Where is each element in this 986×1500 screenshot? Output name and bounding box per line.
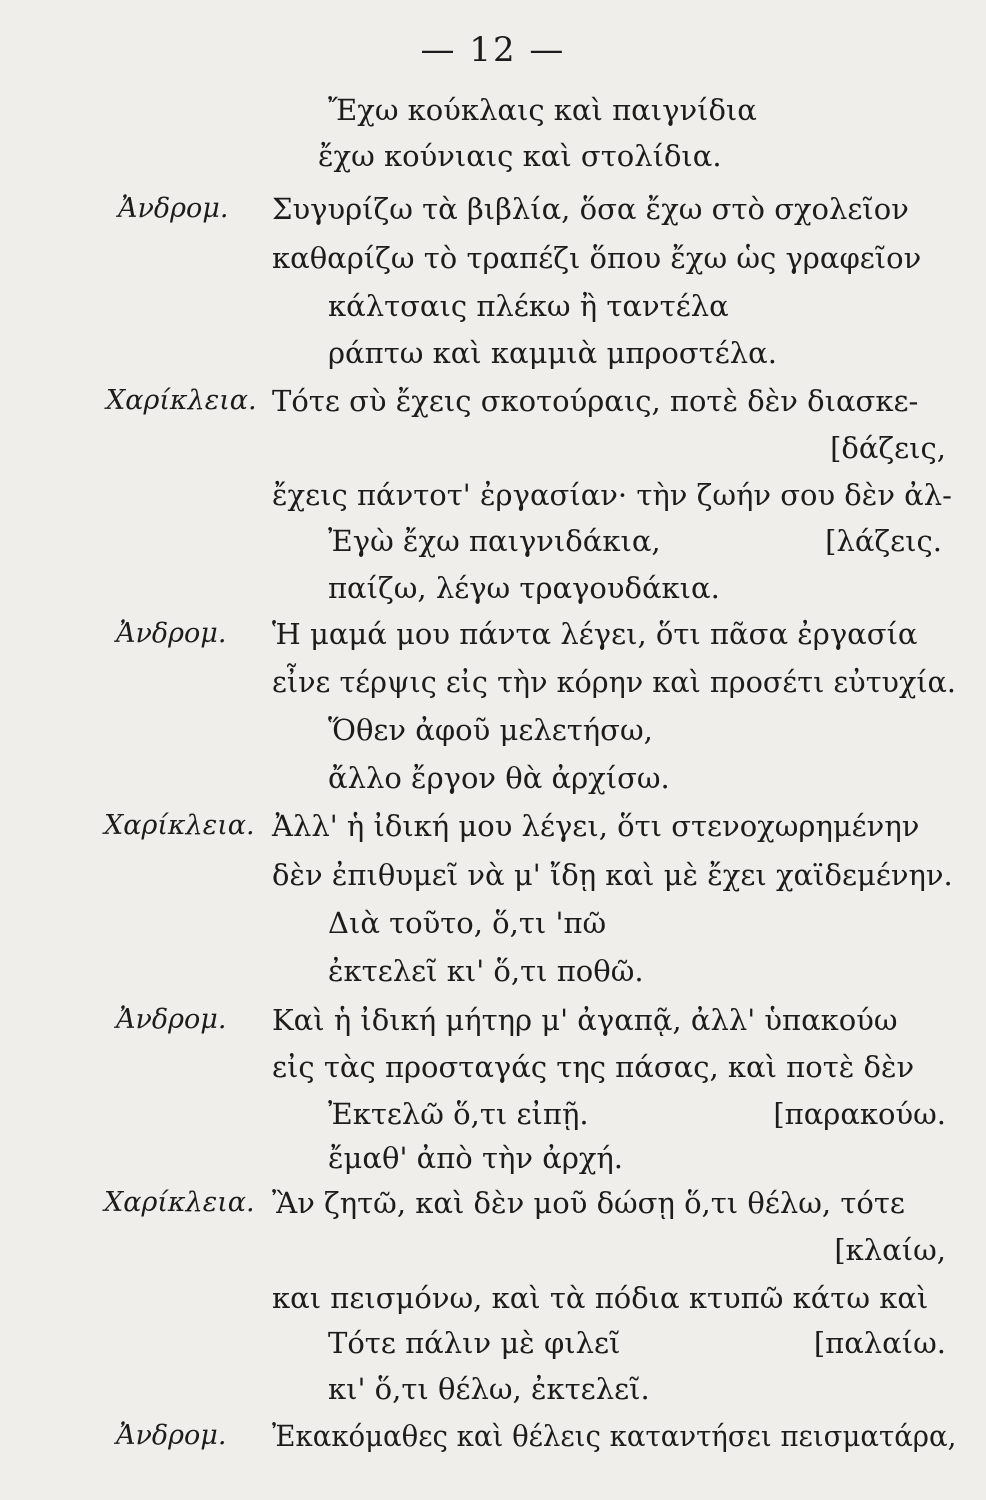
verse-continuation: [κλαίω, xyxy=(834,1233,946,1267)
verse-line: Τότε πάλιν μὲ φιλεῖ xyxy=(328,1326,621,1360)
verse-line: ἔχεις πάντοτ' ἐργασίαν· τὴν ζωήν σου δὲν ἀλ- xyxy=(272,478,952,512)
verse-line: Ἔχω κούκλαις καὶ παιγνίδια xyxy=(328,93,757,127)
verse-line: ἐκτελεῖ κι' ὅ,τι ποθῶ. xyxy=(328,954,644,988)
verse-line: ἔχω κούνιαις καὶ στολίδια. xyxy=(318,139,722,173)
verse-line: και πεισμόνω, καὶ τὰ πόδια κτυπῶ κάτω καὶ xyxy=(272,1281,929,1315)
verse-continuation: [δάζεις, xyxy=(830,431,946,465)
verse-line: Ὅθεν ἀφοῦ μελετήσω, xyxy=(328,713,653,747)
verse-line: εἶνε τέρψις εἰς τὴν κόρην καὶ προσέτι εὐτυχία. xyxy=(272,665,957,699)
speaker-charikleia: Χαρίκλεια. xyxy=(104,1187,255,1218)
verse-line: κάλτσαις πλέκω ἢ ταντέλα xyxy=(328,289,729,323)
verse-line: ράπτω καὶ καμμιὰ μπροστέλα. xyxy=(328,336,777,370)
verse-line: Καὶ ἡ ἰδική μήτηρ μ' ἀγαπᾷ, ἀλλ' ὑπακούω xyxy=(272,1003,898,1037)
speaker-charikleia: Χαρίκλεια. xyxy=(106,385,257,416)
verse-line: Ἐκακόμαθες καὶ θέλεις καταντήσει πεισματάρα, xyxy=(272,1419,957,1453)
verse-continuation: [λάζεις. xyxy=(825,524,942,558)
speaker-andromachi: Ἀνδρομ. xyxy=(116,618,227,649)
verse-continuation: [παρακούω. xyxy=(773,1097,946,1131)
verse-line: Ἐκτελῶ ὅ,τι εἰπῇ. xyxy=(328,1097,589,1131)
verse-line: ἔμαθ' ἀπὸ τὴν ἀρχή. xyxy=(328,1141,624,1175)
verse-line: εἰς τὰς προσταγάς της πάσας, καὶ ποτὲ δὲν xyxy=(272,1050,915,1084)
speaker-andromachi: Ἀνδρομ. xyxy=(118,193,229,224)
verse-line: Συγυρίζω τὰ βιβλία, ὅσα ἔχω στὸ σχολεῖον xyxy=(272,192,909,226)
verse-continuation: [παλαίω. xyxy=(813,1326,946,1360)
verse-line: Ἡ μαμά μου πάντα λέγει, ὅτι πᾶσα ἐργασία xyxy=(272,617,918,651)
verse-line: καθαρίζω τὸ τραπέζι ὅπου ἔχω ὡς γραφεῖον xyxy=(272,241,922,275)
verse-line: Διὰ τοῦτο, ὅ,τι 'πῶ xyxy=(328,906,607,940)
verse-line: ἄλλο ἔργον θὰ ἀρχίσω. xyxy=(328,761,670,795)
page-number: — 12 — xyxy=(420,30,566,70)
verse-line: Ἀλλ' ἡ ἰδική μου λέγει, ὅτι στενοχωρημένην xyxy=(272,809,920,843)
verse-line: Τότε σὺ ἔχεις σκοτούραις, ποτὲ δὲν διασκε- xyxy=(272,384,919,418)
verse-line: Ἂν ζητῶ, καὶ δὲν μοῦ δώσῃ ὅ,τι θέλω, τότε xyxy=(272,1186,905,1220)
verse-line: Ἐγὼ ἔχω παιγνιδάκια, xyxy=(328,524,661,558)
speaker-andromachi: Ἀνδρομ. xyxy=(116,1004,227,1035)
speaker-charikleia: Χαρίκλεια. xyxy=(104,810,255,841)
speaker-andromachi: Ἀνδρομ. xyxy=(116,1420,227,1451)
verse-line: δὲν ἐπιθυμεῖ νὰ μ' ἴδῃ καὶ μὲ ἔχει χαϊδεμένην. xyxy=(272,858,953,892)
verse-line: κι' ὅ,τι θέλω, ἐκτελεῖ. xyxy=(328,1372,650,1406)
verse-line: παίζω, λέγω τραγουδάκια. xyxy=(328,571,720,605)
